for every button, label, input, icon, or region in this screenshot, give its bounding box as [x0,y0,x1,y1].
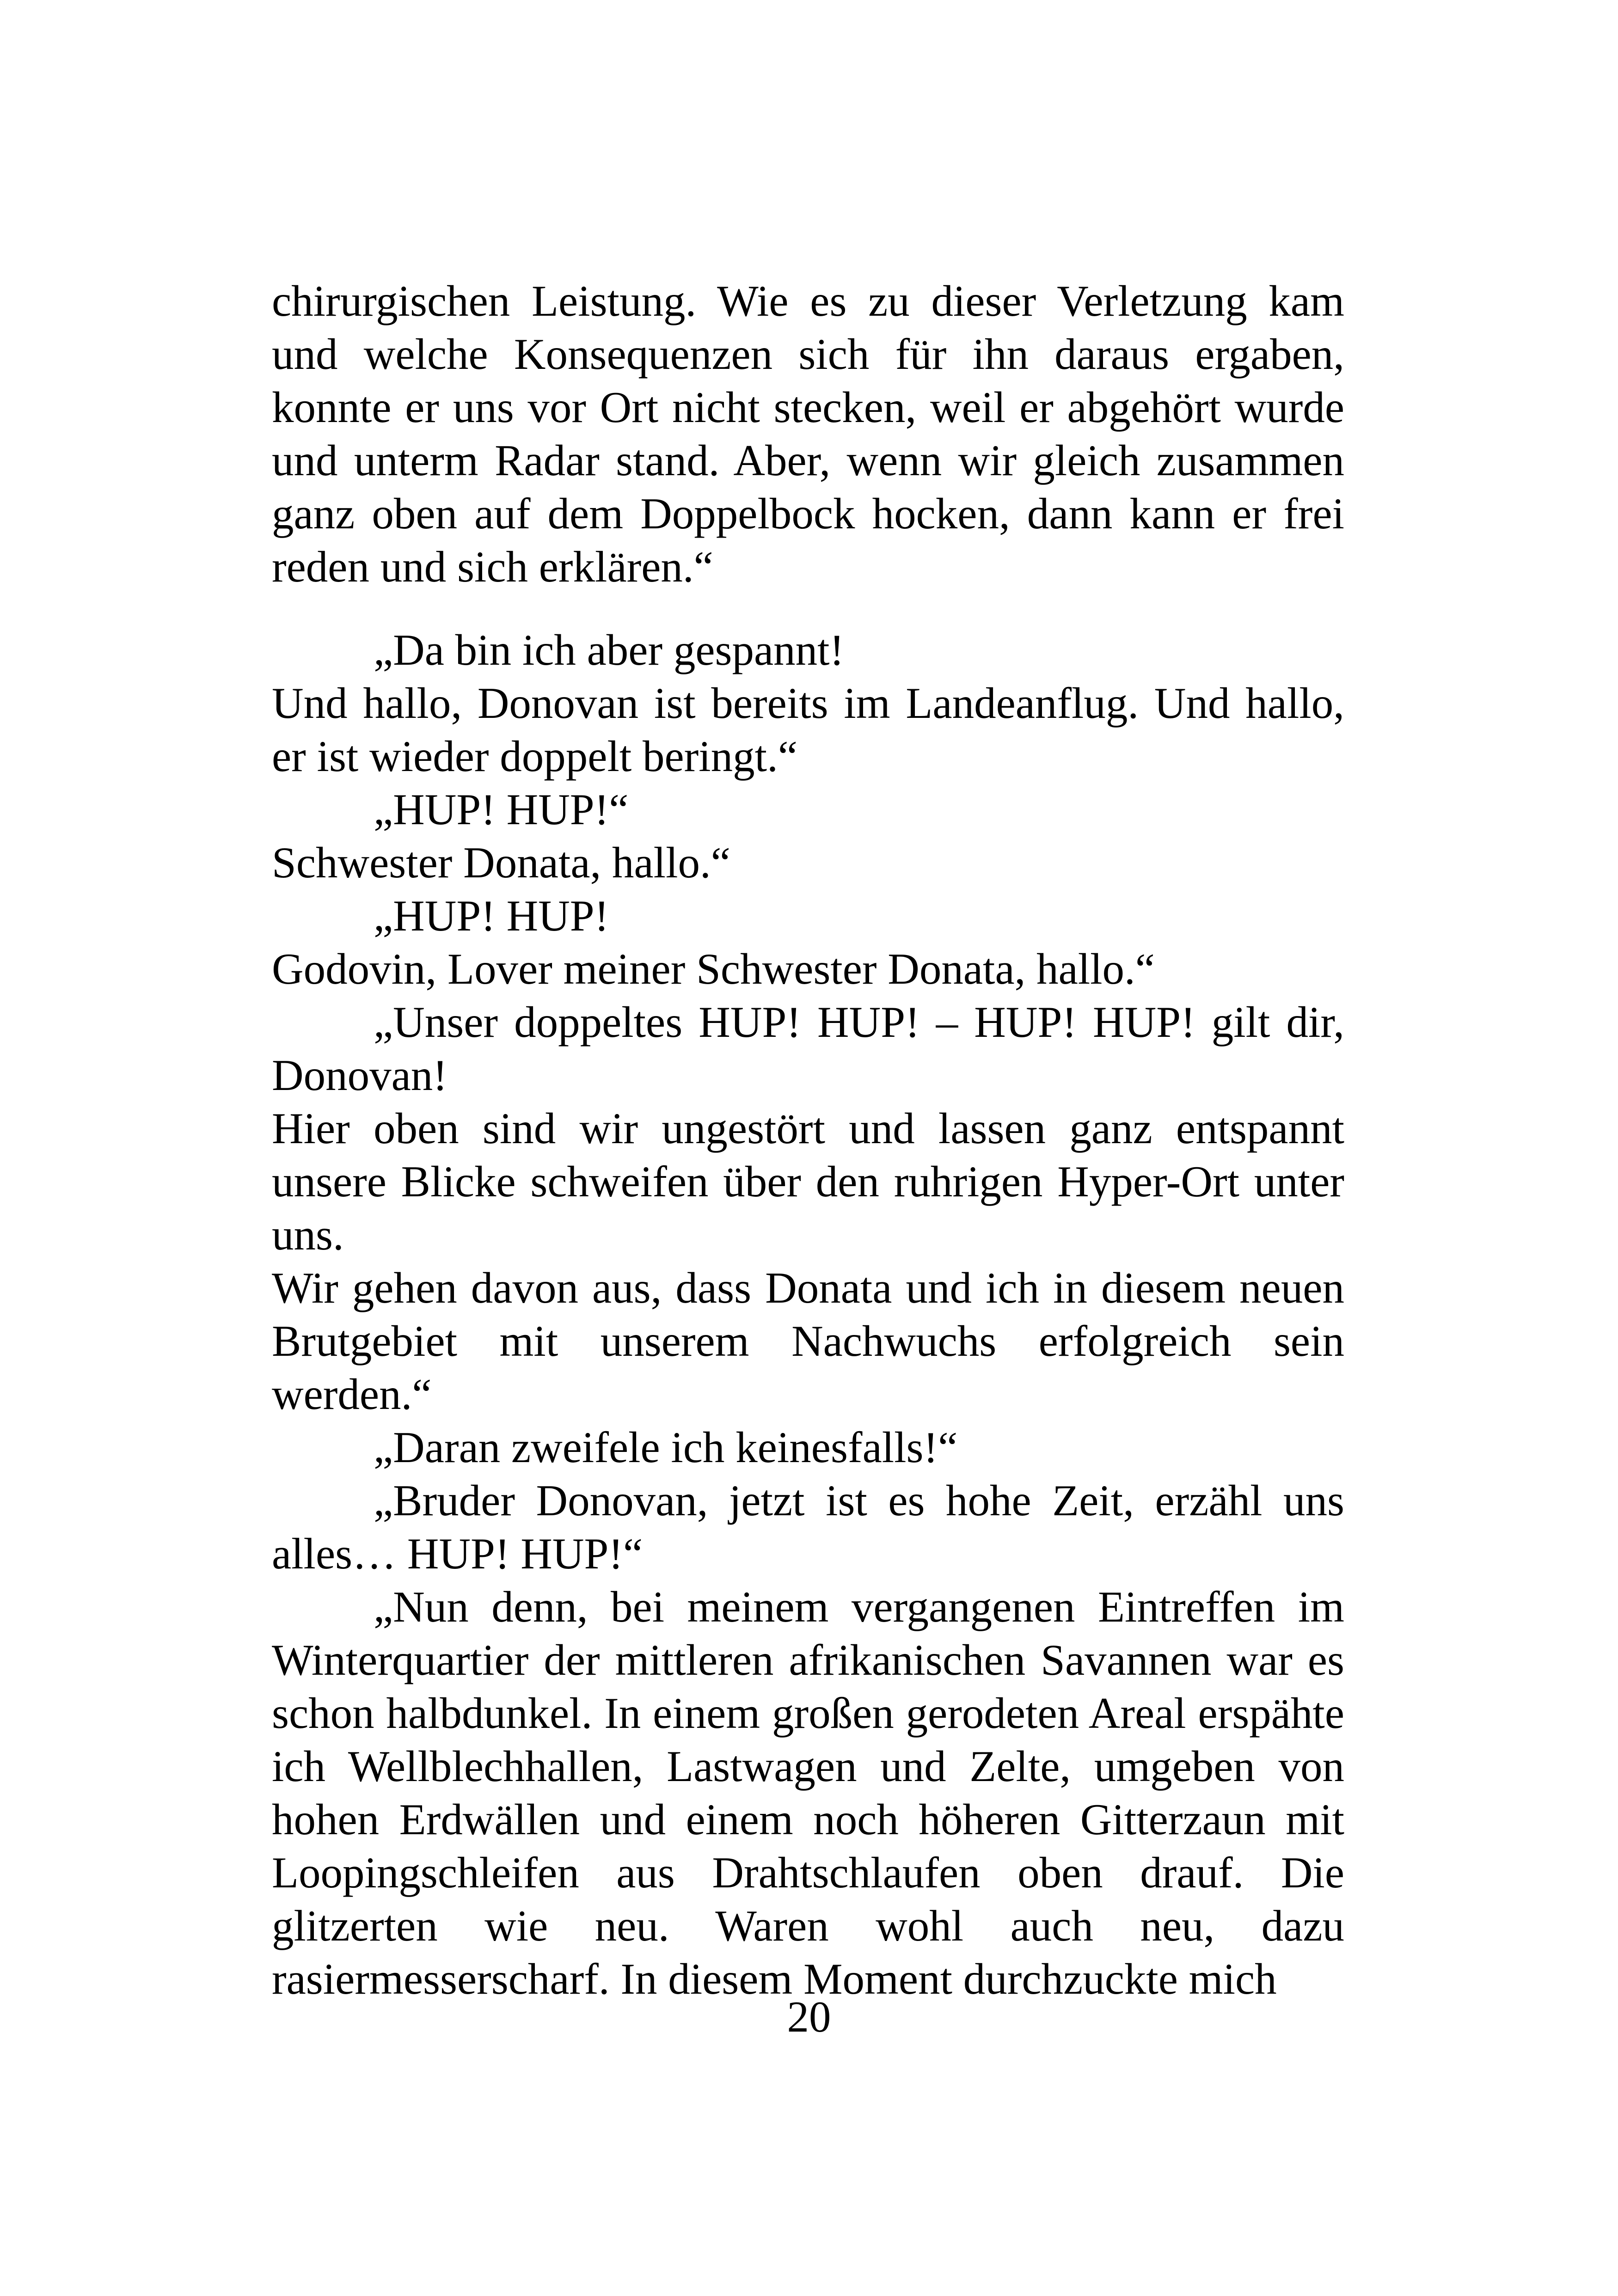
paragraph: „Nun denn, bei meinem vergangenen Eintreffen im Winterquartier der mittleren afrikanischen Savannen war es schon halbdunkel. In einem großen gerodeten Areal erspähte ich Wellblechhallen, Lastwagen und Zelte, umgeben von hohen Erdwällen und einem noch höheren Gitterzaun mit Loopingschleifen aus Drahtschlaufen oben drauf. Die glitzerten wie neu. Waren wohl auch neu, dazu rasiermesserscharf. In diesem Moment durchzuckte mich [272,1582,1344,2003]
paragraph: „Daran zweifele ich keinesfalls!“ [374,1423,958,1472]
paragraph: chirurgischen Leistung. Wie es zu dieser Verletzung kam und welche Konsequenzen sich für ihn daraus ergaben, konnte er uns vor Ort nicht stecken, weil er abgehört wurde und unterm Radar stand. Aber, wenn wir gleich zusammen ganz oben auf dem Doppelbock hocken, dann kann er frei reden und sich erklären.“ [272,276,1344,591]
body-text [272,275,1344,2006]
paragraph: Schwester Donata, hallo.“ [272,838,730,887]
paragraph: „HUP! HUP! [374,891,609,940]
paragraph: Godovin, Lover meiner Schwester Donata, hallo.“ [272,944,1155,993]
paragraph: „HUP! HUP!“ [374,785,629,834]
paragraph: „Unser doppeltes HUP! HUP! – HUP! HUP! gilt dir, Donovan! [272,998,1344,1100]
page-number: 20 [787,1992,831,2041]
paragraph: Und hallo, Donovan ist bereits im Landeanflug. Und hallo, er ist wieder doppelt beringt.“ [272,679,1344,781]
paragraph: „Da bin ich aber gespannt! [374,625,845,674]
paragraph: Wir gehen davon aus, dass Donata und ich in diesem neuen Brutgebiet mit unserem Nachwuchs erfolgreich sein werden.“ [272,1263,1344,1419]
paragraph: „Bruder Donovan, jetzt ist es hohe Zeit, erzähl uns alles… HUP! HUP!“ [272,1476,1344,1578]
paragraph: Hier oben sind wir ungestört und lassen ganz entspannt unsere Blicke schweifen über den ruhrigen Hyper-Ort unter uns. [272,1104,1344,1259]
